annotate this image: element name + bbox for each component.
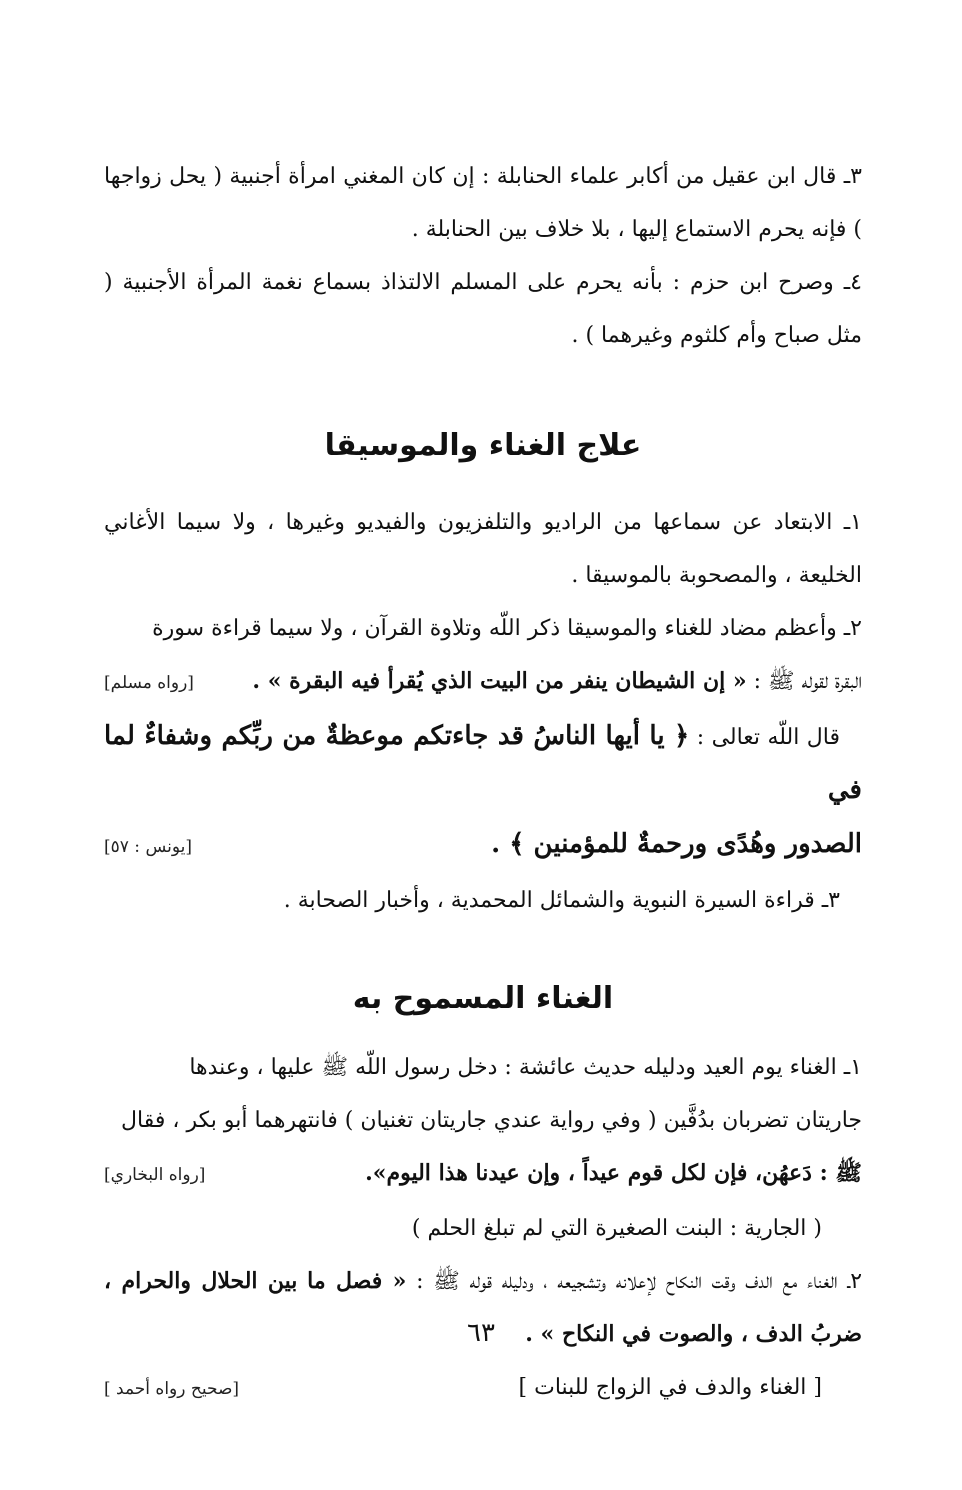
reference-ahmad: [صحيح رواه أحمد ] <box>104 1379 240 1399</box>
allowed-2-start: ٢ـ الغناء مع الدف وقت النكاح لإعلانه وتشجيعه ، ودليله قوله ﷺ : <box>406 1269 863 1294</box>
page-body <box>104 150 862 1416</box>
hadith-line <box>252 655 862 708</box>
quran-ayah-part2: الصدور وهُدًى ورحمةٌ للمؤمنين ﴾ . <box>491 829 862 859</box>
quran-ayah-part1: ﴿ يا أيها الناسُ قد جاءتكم موعظةٌ من ربِّكم وشفاءٌ لما في <box>104 721 862 805</box>
hadith-duff-a: « فصل ما <box>307 1268 407 1294</box>
quran-intro: قال اللّه تعالى : <box>689 725 840 750</box>
paragraph-allowed-1-line-1: ١ـ الغناء يوم العيد ودليله حديث عائشة : دخل رسول اللّه ﷺ عليها ، وعندها <box>189 1055 862 1080</box>
hadith-duff-b: بين الحلال والحرام ، ضربُ الدف ، والصوت في النكاح » . <box>104 1268 862 1347</box>
caption-marriage: [ الغناء والدف في الزواج للبنات ] <box>518 1375 822 1400</box>
heading-allowed: الغناء المسموح به <box>352 981 614 1016</box>
hadith-text: « إن الشيطان ينفر من البيت الذي يُقرأ فيه البقرة » . <box>252 668 747 694</box>
page-number: ٦٣ <box>467 1318 495 1348</box>
hadith-intro: البقرة لقوله ﷺ : <box>746 669 862 694</box>
paragraph-allowed-1-line-2: جاريتان تضربان بدُفَّين ( وفي رواية عندي جاريتان تغنيان ) فانتهرهما أبو بكر ، فقال <box>121 1108 862 1133</box>
paragraph-cure-2-hadith-line <box>104 655 862 710</box>
hadith-eid: ﷺ : دَعهُن، فإن لكل قوم عيداً ، وإن عيدنا هذا اليوم». <box>365 1160 862 1186</box>
reference-bukhari: [رواه البخاري] <box>104 1165 206 1185</box>
paragraph-ibn-aqil: ٣ـ قال ابن عقيل من أكابر علماء الحنابلة : إن كان المغني امرأة أجنبية ( يحل زواجها ) فإنه يحرم الاستماع إليها ، بلا خلاف بين الحنابلة . <box>104 164 862 242</box>
heading-cure: علاج الغناء والموسيقا <box>324 428 642 463</box>
quran-line-2 <box>104 818 862 874</box>
reference-muslim: [رواه مسلم] <box>104 673 194 693</box>
note-jariya: ( الجارية : البنت الصغيرة التي لم تبلغ الحلم ) <box>411 1216 822 1241</box>
paragraph-allowed-1-hadith-line <box>104 1147 862 1202</box>
paragraph-cure-1: ١ـ الابتعاد عن سماعها من الراديو والتلفزيون والفيديو وغيرها ، ولا سيما الأغاني الخليعة ، والمصحوبة بالموسيقا . <box>104 510 862 588</box>
paragraph-cure-3: ٣ـ قراءة السيرة النبوية والشمائل المحمدية ، وأخبار الصحابة . <box>283 888 840 913</box>
caption-line <box>104 1361 862 1416</box>
quran-line-1 <box>104 710 862 818</box>
paragraph-cure-2-start: ٢ـ وأعظم مضاد للغناء والموسيقا ذكر اللّه وتلاوة القرآن ، ولا سيما قراءة سورة <box>152 616 862 641</box>
paragraph-ibn-hazm: ٤ـ وصرح ابن حزم : بأنه يحرم على المسلم الالتذاذ بسماع نغمة المرأة الأجنبية ( مثل صباح وأم كلثوم وغيرهما ) . <box>104 270 862 348</box>
reference-yunus: [يونس : ٥٧] <box>104 837 192 857</box>
